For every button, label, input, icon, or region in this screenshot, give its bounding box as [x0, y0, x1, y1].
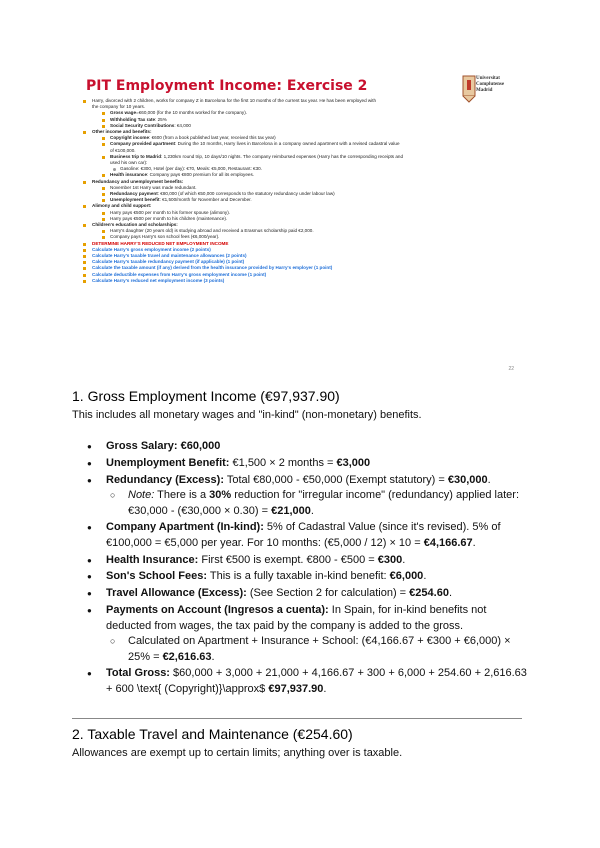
slide-bullet-item: Withholding Tax rate: 25%	[70, 117, 510, 123]
slide-bullet-item: Company pays Harry's son school fees (€6,000/year).	[70, 234, 510, 240]
list-item-travel: ● Travel Allowance (Excess): (See Section 2 for calculation) = €254.60.	[72, 586, 532, 602]
slide-bullet-item: Calculate deductible expenses from Harry's gross employment income (1 point)	[70, 272, 510, 278]
section1-heading: 1. Gross Employment Income (€97,937.90)	[72, 388, 340, 404]
slide-bullet-item: November 1st Harry was made redundant.	[70, 185, 510, 191]
exercise-slide	[70, 66, 518, 376]
list-item-redundancy: ● Redundancy (Excess): Total €80,000 - €50,000 (Exempt statutory) = €30,000. ○ Note: There is a 30% reduction for "irregular income" (redundancy) applied later: €30,000 - (€30,000 × 0.30) = €21,000.	[72, 473, 532, 520]
slide-bullet-item: Gasoline: €300, Hotel (per day): €70, Meals: €5,000, Restaurant: €30.	[70, 166, 510, 172]
payments-calculation: ○ Calculated on Apartment + Insurance + School: (€4,166.67 + €300 + €6,000) × 25% = €2,616.63.	[106, 634, 532, 665]
slide-bullet-item: Unemployment benefit: €1,500/month for November and December.	[70, 197, 510, 203]
list-item-apartment: ● Company Apartment (In-kind): 5% of Cadastral Value (since it's revised). 5% of €100,000 = €5,000 per year. For 10 months: (€5,000 / 12) × 10 = €4,166.67.	[72, 520, 532, 551]
list-item-school: ● Son's School Fees: This is a fully taxable in-kind benefit: €6,000.	[72, 569, 532, 585]
list-item-health: ● Health Insurance: First €500 is exempt. €800 - €500 = €300.	[72, 553, 532, 569]
slide-bullet-item: Harry pays €500 per month to his children (maintenance).	[70, 216, 510, 222]
slide-bullet-item: the company for 10 years.	[92, 104, 146, 110]
list-item-payments: ● Payments on Account (Ingresos a cuenta): In Spain, for in-kind benefits not deducted from wages, the tax paid by the company is added to the gross. ○ Calculated on Apartment + Insurance + School: (€4,166.67 + €300 + €6,000) × 25% = €2,616.63.	[72, 603, 532, 665]
section-divider	[72, 718, 522, 719]
slide-bullet-item: Children's education and scholarships:	[70, 222, 510, 228]
section2-heading: 2. Taxable Travel and Maintenance (€254.60)	[72, 726, 353, 742]
list-item-total: ● Total Gross: $60,000 + 3,000 + 21,000 + 4,166.67 + 300 + 6,000 + 254.60 + 2,616.63 + 600 \text{ (Copyright)}\approx$ €97,937.90.	[72, 666, 532, 697]
slide-bullet-item: Social Security Contributions: €4,000	[70, 123, 510, 129]
slide-bullet-list	[70, 98, 510, 284]
section-travel	[72, 724, 532, 761]
section-gross-income	[72, 386, 532, 699]
slide-bullet-item: Calculate Harry's taxable travel and maintenance allowances (2 points)	[70, 253, 510, 259]
slide-bullet-item: Health insurance: Company pays €800 premium for all its employees.	[70, 172, 510, 178]
slide-bullet-item: Company provided apartment: During the 10 months, Harry lives in Barcelona in a company owned apartment with a revised cadastral value	[70, 141, 510, 147]
logo-text: Universitat Complutense Madrid	[476, 76, 505, 93]
list-item-unemployment: ● Unemployment Benefit: €1,500 × 2 months = €3,000	[72, 456, 532, 472]
slide-bullet-item: Harry pays €500 per month to his former spouse (alimony).	[70, 210, 510, 216]
slide-bullet-item: Business trip to Madrid: 1,230km round trip, 10 days/10 nights. The company reimbursed expenses (Harry has the corresponding receipts and	[70, 154, 510, 160]
slide-bullet-item: Alimony and child support:	[70, 203, 510, 209]
slide-bullet-item: Copyright income: €600 (from a book published last year, received this tax year)	[70, 135, 510, 141]
slide-bullet-item: Redundancy and unemployment benefits:	[70, 179, 510, 185]
slide-page-number: 22	[508, 366, 514, 372]
redundancy-sublist	[106, 488, 532, 519]
payments-sublist	[106, 634, 532, 665]
slide-bullet-item: Harry, divorced with 2 children, works for company Z in Barcelona for the first 10 months of the current tax year. He has been employed with	[70, 98, 510, 104]
slide-bullet-item: DETERMINE HARRY'S REDUCED NET EMPLOYMENT INCOME	[70, 241, 510, 247]
slide-bullet-item: Harry's daughter (20 years old) is studying abroad and received a Erasmus scholarship paid €2,000.	[70, 228, 510, 234]
slide-bullet-item: of €100,000.	[110, 147, 136, 153]
slide-bullet-item: used his own car):	[110, 160, 148, 166]
redundancy-note: ○ Note: There is a 30% reduction for "irregular income" (redundancy) applied later: €30,000 - (€30,000 × 0.30) = €21,000.	[106, 488, 532, 519]
slide-bullet-item: Calculate Harry's taxable redundancy payment (if applicable) (1 point)	[70, 259, 510, 265]
slide-title: PIT Employment Income: Exercise 2	[86, 78, 368, 94]
slide-bullet-item: Calculate the taxable amount (if any) derived from the health insurance provided by Harry's employer (1 point)	[70, 265, 510, 271]
section1-intro: This includes all monetary wages and "in-kind" (non-monetary) benefits.	[72, 409, 422, 421]
slide-bullet-item: Calculate Harry's gross employment income (2 points)	[70, 247, 510, 253]
section2-intro: Allowances are exempt up to certain limits; anything over is taxable.	[72, 747, 403, 759]
list-item-salary: ● Gross Salary: €60,000	[72, 439, 532, 455]
slide-bullet-item: Redundancy payment: €80,000 (of which €50,000 corresponds to the statutory redundancy under labour law)	[70, 191, 510, 197]
slide-bullet-item: Calculate Harry's reduced net employment income (3 points)	[70, 278, 510, 284]
gross-income-list	[72, 439, 532, 697]
slide-bullet-item: Other income and benefits:	[70, 129, 510, 135]
slide-bullet-item: Gross wage=€60,000 (for the 10 months worked for the company).	[70, 110, 510, 116]
